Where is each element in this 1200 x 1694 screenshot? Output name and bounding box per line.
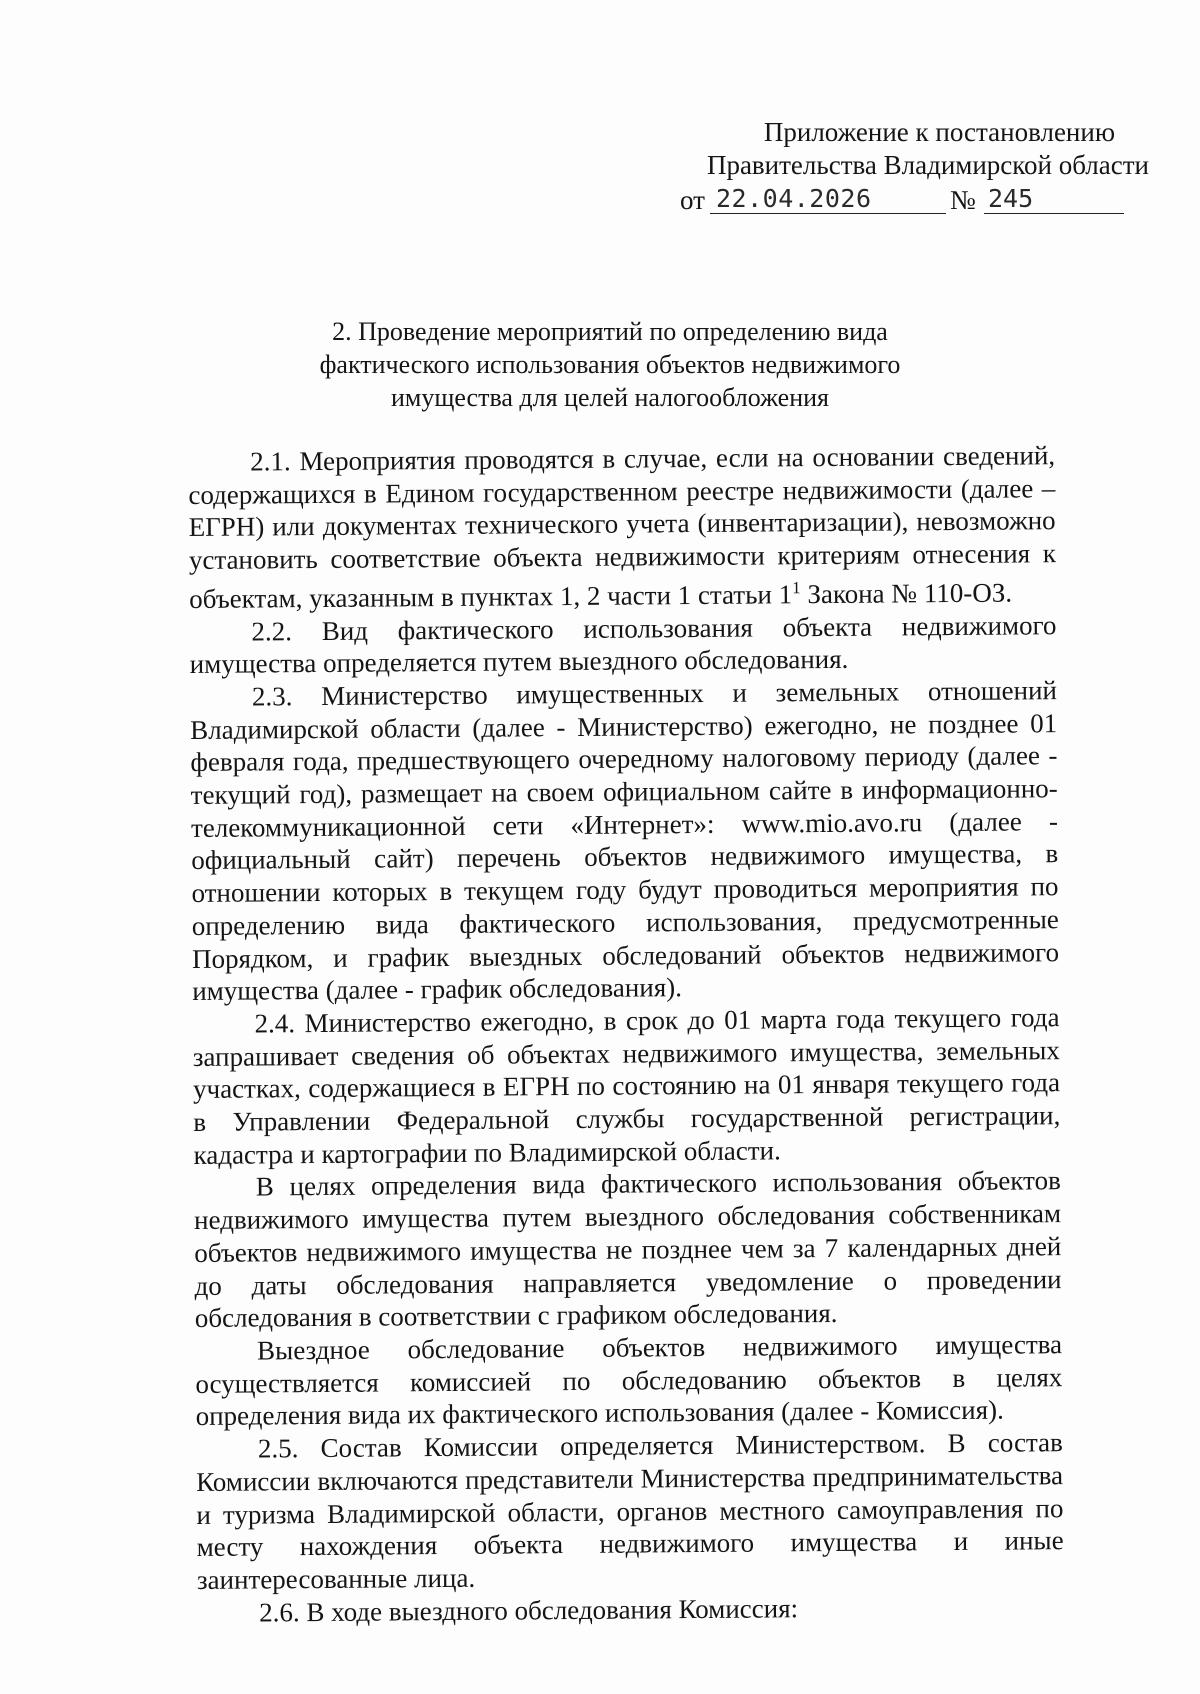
paragraph-2-1-text: 2.1. Мероприятия проводятся в случае, если на основании сведений, содержащихся в Едином государственном реестре недвижимости (далее – ЕГРН) или документах технического учета (инвентаризации), невозможно установить соответствие объекта недвижимости критериям отнесения к объектам, указанным в пунктах 1, 2 части 1 статьи 1: [188, 440, 1056, 614]
header-line-2: Правительства Владимирской области: [706, 150, 1149, 180]
ot-label: от: [680, 185, 705, 215]
paragraph-2-6: 2.6. В ходе выездного обследования Комиссия:: [259, 1592, 799, 1628]
paragraph-2-1-end: Закона № 110-ОЗ.: [800, 577, 1013, 610]
paragraph-2-5: 2.5. Состав Комиссии определяется Министерством. В состав Комиссии включаются представители Министерства предпринимательства и туризма Владимирской области, органов местного самоуправления по месту нахождения объекта недвижимого имущества и иные заинтересованные лица.: [196, 1427, 1064, 1595]
number-label: №: [950, 185, 976, 215]
paragraph-2-1: [188, 439, 1056, 615]
paragraph-2-4: 2.4. Министерство ежегодно, в срок до 01 марта года текущего года запрашивает сведения об объектах недвижимого имущества, земельных участках, содержащиеся в ЕГРН по состоянию на 01 января текущего года в Управлении Федеральной службы государственной регистрации, кадастра и картографии по Владимирской области.: [192, 1002, 1061, 1170]
paragraph-commission: Выездное обследование объектов недвижимого имущества осуществляется комиссией по обследованию объектов в целях определения вида их фактического использования (далее - Комиссия).: [195, 1329, 1063, 1432]
resolution-date: 22.04.2026: [710, 182, 946, 214]
title-line-1: 2. Проведение мероприятий по определению вида: [332, 317, 888, 346]
resolution-number: 245: [984, 182, 1124, 214]
header-line-1: Приложение к постановлению: [763, 117, 1115, 147]
document-body: [188, 439, 1064, 1629]
superscript: 1: [792, 578, 801, 598]
title-line-3: имущества для целей налогообложения: [390, 383, 830, 412]
appendix-header: [668, 116, 1154, 222]
section-title: [180, 315, 1040, 414]
title-line-2: фактического использования объектов недвижимого: [319, 350, 901, 379]
paragraph-2-2: 2.2. Вид фактического использования объекта недвижимого имущества определяется путем выездного обследования.: [189, 609, 1057, 680]
header-date-number-row: [668, 182, 1154, 222]
paragraph-notification: В целях определения вида фактического использования объектов недвижимого имущества путем выездного обследования собственникам объектов недвижимого имущества не позднее чем за 7 календарных дней до даты обследования направляется уведомление о проведении обследования в соответствии с графиком обследования.: [193, 1165, 1062, 1334]
paragraph-2-3: 2.3. Министерство имущественных и земельных отношений Владимирской области (далее - Министерство) ежегодно, не позднее 01 февраля года, предшествующего очередному налоговому периоду (далее - текущий год), размещает на своем официальном сайте в информационно-телекоммуникационной сети «Интернет»: www.mio.avo.ru (далее - официальный сайт) перечень объектов недвижимого имущества, в отношении которых в текущем году будут проводиться мероприятия по определению вида фактического использования, предусмотренные Порядком, и график выездных обследований объектов недвижимого имущества (далее - график обследования).: [190, 675, 1060, 1007]
